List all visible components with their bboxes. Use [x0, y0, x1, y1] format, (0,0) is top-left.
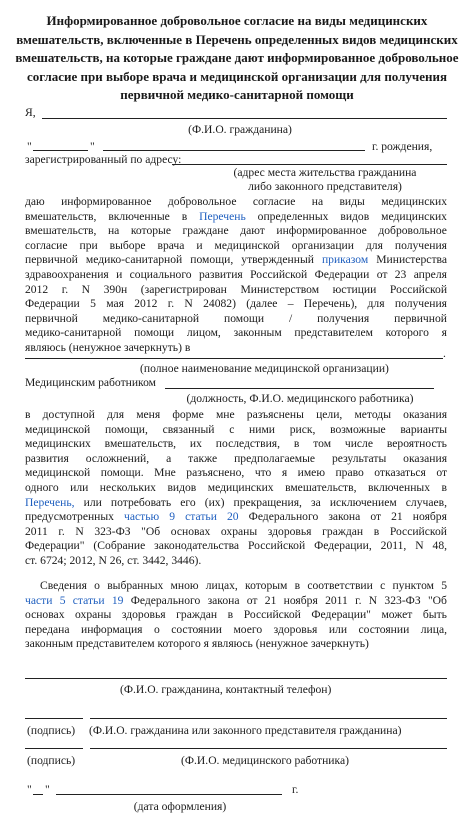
birth-quote-open: "	[27, 140, 32, 153]
word: граждан	[322, 524, 364, 538]
word: законным	[233, 326, 282, 340]
word: зачеркнуть)	[124, 341, 182, 354]
word: оказания	[403, 451, 448, 465]
word: я	[203, 637, 209, 651]
word: медико-санитарной	[102, 311, 200, 325]
legal-link[interactable]: Перечень,	[25, 495, 75, 509]
text-line	[25, 297, 447, 311]
word: 2011	[25, 524, 48, 538]
word: законодательства	[154, 539, 240, 553]
word: медицинской	[214, 238, 280, 252]
word: разъяснены	[246, 408, 304, 421]
word: я	[441, 326, 447, 340]
word: информация	[81, 622, 143, 636]
word: потребовать	[110, 495, 172, 509]
word: быть	[422, 608, 447, 622]
text-line	[25, 554, 447, 568]
word: исключением	[329, 495, 397, 509]
word: (ненужное	[68, 341, 122, 354]
word: 26,	[109, 554, 125, 567]
word: даю	[25, 195, 45, 208]
word: ст.	[25, 554, 38, 567]
word: (далее	[246, 297, 278, 311]
word: добровольное	[378, 224, 447, 238]
word: 5	[441, 579, 448, 592]
word: оказания	[403, 408, 448, 421]
word: одного	[25, 481, 59, 494]
word: организации	[291, 238, 354, 252]
medical-worker-line[interactable]	[165, 388, 434, 389]
word: право	[335, 466, 364, 480]
word: Сведения	[40, 579, 87, 592]
word: разъяснено,	[186, 466, 245, 480]
fio-caption: (Ф.И.О. гражданина)	[188, 123, 292, 136]
word: N	[415, 539, 424, 553]
word: охраны	[75, 608, 112, 622]
word: помощи,	[190, 253, 234, 267]
word: "Об	[427, 593, 447, 607]
text-line	[25, 239, 447, 253]
word: на	[311, 195, 324, 208]
word: первичной	[394, 311, 447, 325]
worker-fio-caption: (Ф.И.О. медицинского работника)	[181, 754, 349, 767]
text-line	[25, 496, 447, 510]
citizen-fio-caption: (Ф.И.О. гражданина или законного представителя гражданина)	[89, 724, 402, 737]
word: или	[70, 481, 89, 494]
legal-link[interactable]: 19	[111, 593, 124, 607]
word: риск,	[289, 422, 316, 436]
word: "Об	[141, 524, 161, 538]
word: добровольное	[167, 195, 237, 208]
word: соответствии	[307, 579, 373, 592]
word: или	[328, 622, 348, 636]
contact-caption: (Ф.И.О. гражданина, контактный телефон)	[120, 683, 332, 696]
word: развития	[198, 268, 243, 281]
medical-worker-caption: (должность, Ф.И.О. медицинского работника)	[186, 392, 414, 405]
word: о	[153, 622, 160, 636]
word: закона	[207, 593, 240, 607]
word: медицинской	[25, 422, 91, 436]
contact-line[interactable]	[25, 678, 447, 679]
date-day-line[interactable]	[33, 794, 43, 795]
text-line	[25, 510, 447, 524]
text-line	[25, 623, 447, 637]
text-line	[25, 452, 447, 466]
word: которые	[130, 224, 171, 238]
birth-quote-close: "	[90, 140, 95, 153]
word: N	[184, 297, 193, 311]
word: Федерального	[130, 593, 201, 607]
word: граждан	[176, 608, 218, 622]
word: 2012	[134, 297, 158, 311]
word: помощи.	[100, 466, 144, 480]
birth-year-label: г. рождения,	[372, 140, 433, 153]
word: мая	[106, 297, 124, 311]
organization-caption: (полное наименование медицинской организации)	[140, 362, 389, 375]
word: вероятность	[386, 437, 447, 451]
word: видов	[167, 481, 197, 494]
word: информированное	[276, 224, 367, 238]
word: вмешательств,	[104, 437, 177, 451]
word: граждане	[182, 224, 229, 238]
legal-link[interactable]: 5	[59, 593, 66, 607]
legal-link[interactable]: статьи	[185, 510, 217, 524]
word: юстиции	[332, 282, 377, 296]
word: вмешательств,	[285, 481, 357, 494]
word: N	[75, 524, 84, 538]
word: медико-санитарной	[25, 326, 122, 340]
word: (зарегистрирован	[140, 282, 227, 296]
legal-link[interactable]: Перечень	[199, 209, 246, 223]
word: 21	[391, 510, 403, 524]
word: доступной	[42, 408, 95, 421]
legal-link[interactable]: 20	[226, 510, 239, 524]
date-year-label: г.	[292, 783, 299, 796]
word: врача	[157, 238, 185, 252]
document-title: Информированное добровольное согласие на виды медицинских вмешательств, включенные в Перечень определенных видов медицинских вмешательств, на которые граждане дают информированное добровольное согласие при выборе врача и медицинской организации для получения первичной медико-санитарной помощи	[15, 13, 459, 102]
word: здоровья	[273, 622, 318, 636]
registered-label: зарегистрированный по адресу:	[25, 153, 182, 166]
word: в	[441, 481, 447, 494]
word: зачеркнуть)	[310, 637, 369, 651]
word: состоянии	[171, 622, 223, 636]
word: мне	[215, 408, 235, 421]
word: медицинской	[25, 466, 91, 480]
word: числе	[344, 437, 373, 451]
word: о	[94, 579, 100, 592]
organization-line[interactable]	[25, 358, 443, 359]
word: от	[246, 593, 258, 607]
word: получения	[317, 311, 370, 325]
word: меня	[136, 408, 161, 421]
word: я	[281, 466, 288, 480]
word: 48,	[432, 539, 448, 553]
signature-label-2: (подпись)	[27, 754, 76, 767]
word: г.	[58, 524, 65, 538]
word: с	[229, 422, 235, 436]
date-caption: (дата оформления)	[133, 800, 227, 813]
word: Федерации"	[311, 608, 371, 622]
word: Российской	[243, 608, 301, 622]
signature-line-2[interactable]	[25, 748, 83, 749]
word: 2011	[325, 593, 348, 607]
text-line	[25, 466, 447, 480]
word: вмешательств,	[25, 209, 97, 223]
word: закона	[328, 510, 361, 524]
word: Российской	[389, 282, 448, 296]
text-line	[25, 253, 447, 267]
text-line	[25, 637, 447, 651]
word: (Собрание	[93, 539, 146, 553]
word: Российской	[250, 268, 308, 281]
word: в	[181, 209, 188, 223]
word: в	[184, 341, 191, 354]
word: медицинских	[25, 437, 91, 451]
word: 5	[90, 297, 96, 311]
text-line	[25, 608, 447, 622]
word: за	[311, 495, 321, 509]
word: состоянии	[358, 622, 410, 636]
word: охраны	[220, 524, 258, 538]
word: 23	[394, 268, 407, 281]
word: видов	[340, 209, 370, 223]
text-line	[25, 539, 447, 553]
text-line	[25, 594, 447, 608]
word: цели,	[316, 408, 343, 421]
word: вмешательств,	[25, 224, 97, 238]
word: 24082)	[203, 297, 236, 311]
word: ст.	[127, 554, 140, 567]
text-line	[25, 268, 447, 282]
word: Федерации"	[25, 539, 85, 553]
legal-link[interactable]: 9	[169, 510, 176, 524]
word: может	[381, 608, 413, 622]
word: развития	[25, 451, 69, 465]
date-month-line[interactable]	[56, 794, 282, 795]
word: г.	[167, 297, 175, 311]
word: здоровья	[267, 524, 312, 538]
word: в	[294, 579, 301, 592]
word: которого	[385, 326, 429, 340]
word: от	[370, 510, 382, 524]
date-quote-close: "	[45, 783, 50, 796]
word: результаты	[331, 451, 387, 465]
word: или	[83, 495, 102, 509]
word: мною	[170, 579, 199, 592]
word: представителем	[76, 637, 155, 651]
organization-period: .	[443, 347, 446, 360]
text-line	[25, 408, 447, 422]
text-line	[25, 423, 447, 437]
word: определенных	[257, 209, 329, 223]
word: связанный	[162, 422, 215, 436]
text-line	[25, 195, 447, 209]
word: включенные	[108, 209, 170, 223]
word: 2012	[25, 282, 49, 296]
word: осложнений,	[85, 451, 150, 465]
word: предусмотренных	[25, 510, 114, 524]
word: том	[313, 437, 332, 451]
worker-fio-line[interactable]	[90, 748, 447, 749]
fio-line[interactable]	[42, 118, 447, 119]
word: а	[166, 451, 172, 465]
address-caption-1: (адрес места жительства гражданина	[233, 166, 417, 179]
word: помощи,	[104, 422, 148, 436]
word: виды	[339, 195, 365, 208]
word: варианты	[400, 422, 448, 436]
word: ноября	[412, 510, 447, 524]
word: Федерации,	[314, 539, 372, 553]
text-line	[25, 341, 447, 355]
word: лица,	[420, 622, 448, 636]
word: 21	[264, 593, 277, 607]
word: Федерации	[314, 268, 370, 281]
word: с	[380, 579, 386, 592]
legal-link[interactable]: приказом	[321, 253, 369, 267]
text-line	[25, 481, 447, 495]
word: передана	[25, 622, 70, 636]
word: законным	[25, 637, 74, 651]
legal-link[interactable]: части	[25, 593, 53, 607]
word: выбранных	[107, 579, 164, 592]
word: помощи	[134, 326, 175, 340]
word: 323-ФЗ	[384, 593, 421, 607]
word: получения	[394, 238, 448, 252]
word: 2011,	[380, 539, 407, 553]
word: г.	[61, 282, 69, 296]
word: N	[98, 554, 107, 567]
word: 390н	[103, 282, 128, 296]
word: при	[79, 238, 98, 252]
word: здоровья	[121, 608, 166, 622]
signature-label-1: (подпись)	[27, 724, 76, 737]
word: в	[373, 524, 380, 538]
word: для	[107, 408, 125, 421]
text-line	[25, 283, 447, 297]
word: –	[287, 297, 294, 311]
text-line	[40, 579, 447, 593]
word: предполагаемые	[234, 451, 316, 465]
word: медицинских	[381, 195, 448, 208]
signature-line-1[interactable]	[25, 718, 83, 719]
word: являюсь	[211, 637, 253, 651]
birth-day-line[interactable]	[33, 150, 88, 151]
word: лицом,	[186, 326, 221, 340]
word: последствия,	[215, 437, 281, 451]
word: (ненужное	[255, 637, 309, 651]
word: имею	[297, 466, 325, 480]
word: нескольких	[99, 481, 156, 494]
date-quote-open: "	[27, 783, 32, 796]
text-line	[25, 326, 447, 340]
word: медико-санитарной	[85, 253, 183, 267]
word: Федерального	[248, 510, 319, 524]
word: и	[196, 238, 203, 252]
word: информированное	[61, 195, 152, 208]
word: первичной	[25, 311, 78, 325]
word: что	[254, 466, 272, 480]
legal-link[interactable]: частью	[124, 510, 160, 524]
word: здравоохранения	[25, 268, 109, 281]
word: на	[107, 224, 120, 238]
word: ними	[249, 422, 275, 436]
medical-worker-label: Медицинским работником	[25, 376, 157, 389]
word: в	[25, 408, 31, 421]
word: форме	[172, 408, 204, 421]
word: являюсь	[25, 341, 66, 354]
word: лицах,	[205, 579, 238, 592]
word: дают	[240, 224, 265, 238]
word: также	[188, 451, 218, 465]
address-caption-2: либо законного представителя)	[248, 180, 402, 193]
word: и	[116, 268, 123, 281]
word: Перечень),	[303, 297, 358, 311]
text-line	[25, 224, 447, 238]
word: 323-ФЗ	[94, 524, 131, 538]
word: согласие	[252, 195, 296, 208]
word: N	[81, 282, 91, 296]
word: случаев,	[405, 495, 448, 509]
word: от	[436, 466, 448, 480]
text-line	[25, 210, 447, 224]
word: 2012,	[69, 554, 96, 567]
text-line	[25, 525, 447, 539]
word: апреля	[413, 268, 447, 281]
birth-year-line[interactable]	[103, 150, 365, 151]
word: от	[376, 268, 388, 281]
address-line[interactable]	[172, 164, 447, 165]
word: прекращения,	[233, 495, 302, 509]
word: получения	[394, 297, 448, 311]
text-line	[25, 312, 447, 326]
word: отказаться	[374, 466, 426, 480]
word: основах	[170, 524, 211, 538]
word: Министерством	[240, 282, 320, 296]
word: в	[293, 437, 300, 451]
word: их	[189, 437, 202, 451]
word: которого	[157, 637, 201, 651]
word: пунктом	[392, 579, 434, 592]
word: N	[368, 593, 378, 607]
word: Федерации	[25, 297, 80, 311]
word: 3442,	[142, 554, 169, 567]
word: социального	[129, 268, 192, 281]
citizen-fio-line[interactable]	[90, 718, 447, 719]
word: которым	[245, 579, 288, 592]
ya-label: Я,	[25, 106, 36, 119]
word: представителем	[294, 326, 373, 340]
word: основах	[25, 608, 65, 622]
word: утвержденный	[241, 253, 314, 267]
word: 6724;	[40, 554, 67, 567]
word: методы	[354, 408, 392, 421]
word: первичной	[25, 253, 78, 267]
word: Российской	[248, 539, 306, 553]
word: согласие	[25, 238, 68, 252]
word: медицинских	[207, 481, 274, 494]
word: 3446).	[171, 554, 202, 567]
word: (их)	[204, 495, 225, 509]
word: выборе	[109, 238, 146, 252]
word: ноября	[283, 593, 318, 607]
word: Мне	[154, 466, 176, 480]
word: в	[227, 608, 234, 622]
word: для	[367, 297, 385, 311]
word: возможные	[330, 422, 386, 436]
word: Министерства	[376, 253, 447, 267]
text-line	[25, 437, 447, 451]
word: моего	[233, 622, 263, 636]
word: /	[288, 311, 293, 325]
word: Российской	[389, 524, 447, 538]
word: медицинских	[381, 209, 447, 223]
word: г.	[355, 593, 362, 607]
word: помощи	[224, 311, 265, 325]
word: включенных	[367, 481, 431, 494]
legal-link[interactable]: статьи	[72, 593, 105, 607]
word: для	[365, 238, 383, 252]
word: его	[180, 495, 196, 509]
